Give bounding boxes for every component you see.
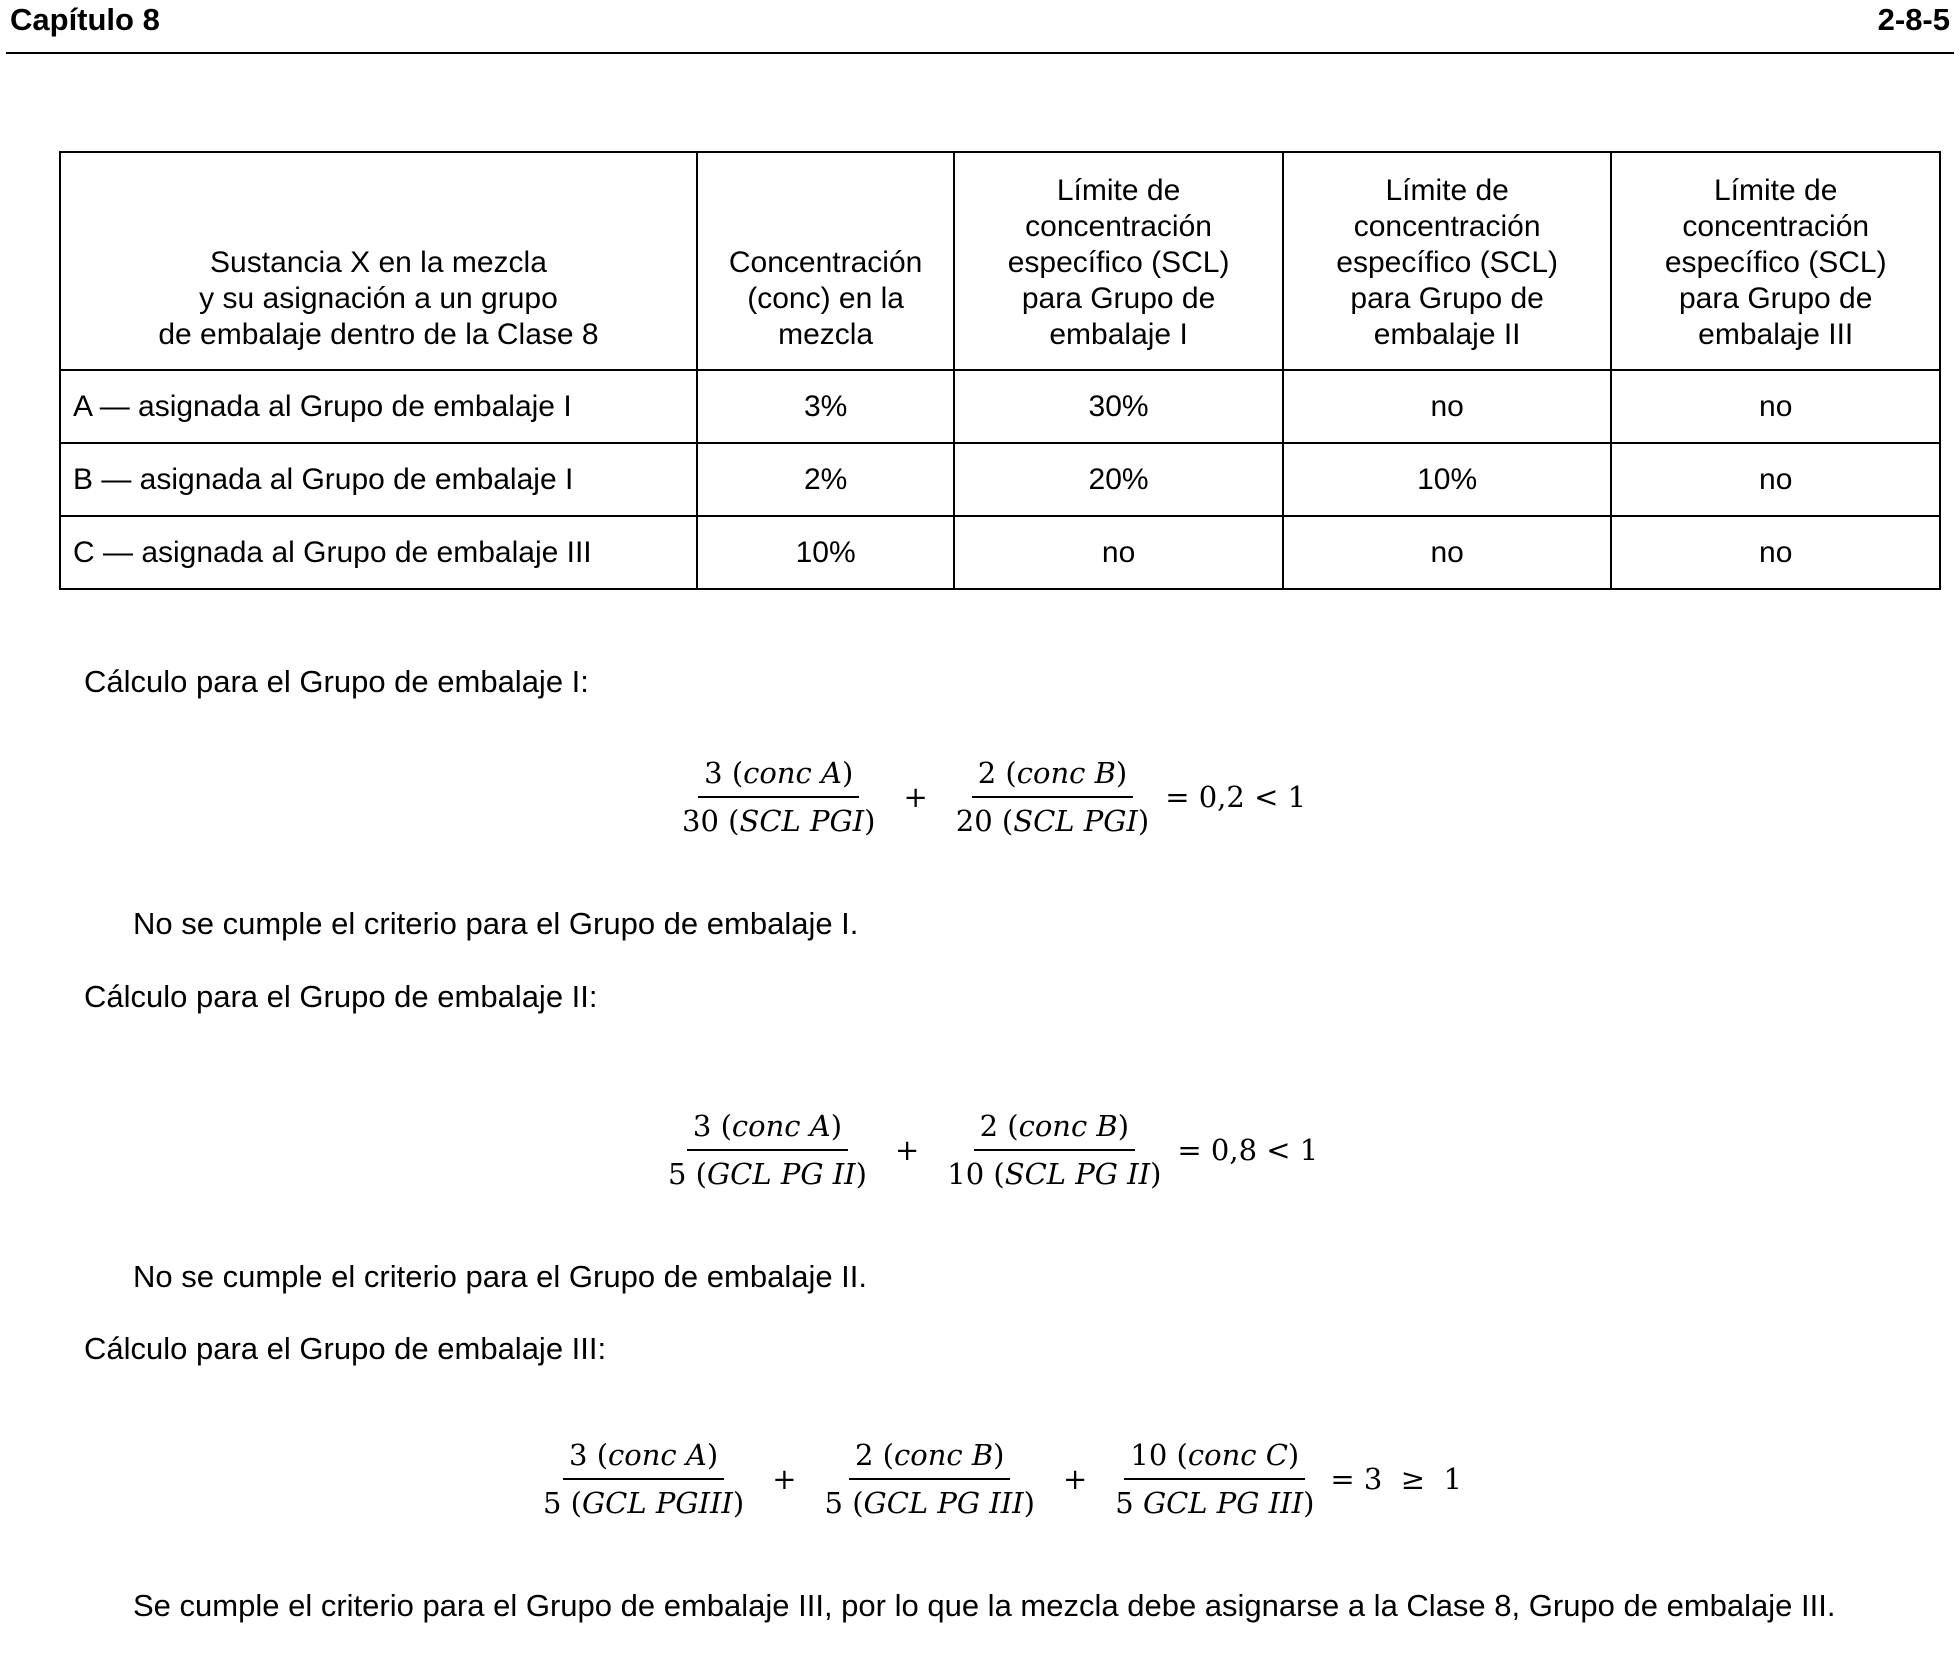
fraction: $\frac{\text{2 (conc B)}}{\text{5 (GCL PG III)}}$ — [824, 1438, 1035, 1520]
table-cell: A — asignada al Grupo de embalaje I — [60, 370, 697, 443]
heading-pg2: Cálculo para el Grupo de embalaje II: — [84, 979, 598, 1014]
table-row — [60, 370, 1940, 443]
equation-result: = 0,8 < 1 — [1177, 1133, 1319, 1167]
page-number: 2-8-5 — [1877, 2, 1950, 37]
conclusion-pg2: No se cumple el criterio para el Grupo de embalaje II. — [133, 1259, 868, 1294]
table-cell: no — [1611, 443, 1940, 516]
table-cell: B — asignada al Grupo de embalaje I — [60, 443, 697, 516]
equation-result: = 0,2 < 1 — [1165, 780, 1307, 814]
conclusion-pg1: No se cumple el criterio para el Grupo de embalaje I. — [133, 906, 859, 941]
equation-pg2: $\frac{\text{3 (conc A)}}{\text{5 (GCL PG II)}}$ + $\frac{\text{2 (conc B)}}{\text{10 (SCL PG II)}}$ = 0,8 < 1 — [652, 1109, 1318, 1191]
equation-pg3: $\frac{\text{3 (conc A)}}{\text{5 (GCL PGIII)}}$ + $\frac{\text{2 (conc B)}}{\text{5 (GCL PG III)}}$ + $\frac{\text{10 (conc C)}}{\text{5 GCL PG III)}}$ = 3 ≥ 1 — [527, 1438, 1462, 1520]
header-concentration: Concentración (conc) en la mezcla — [697, 152, 954, 370]
heading-pg1: Cálculo para el Grupo de embalaje I: — [84, 664, 589, 699]
concentration-table — [59, 151, 1941, 590]
table-cell: 30% — [954, 370, 1283, 443]
table-cell: 2% — [697, 443, 954, 516]
header-scl-pg3: Límite de concentración específico (SCL) para Grupo de embalaje III — [1611, 152, 1940, 370]
table-cell: no — [1283, 370, 1612, 443]
table-row — [60, 443, 1940, 516]
fraction: $\frac{\text{10 (conc C)}}{\text{5 GCL PG III)}}$ — [1115, 1438, 1315, 1520]
table-cell: no — [954, 516, 1283, 589]
header-scl-pg1: Límite de concentración específico (SCL) para Grupo de embalaje I — [954, 152, 1283, 370]
table-cell: 3% — [697, 370, 954, 443]
equation-pg1: $\frac{\text{3 (conc A)}}{\text{30 (SCL PGI)}}$ + $\frac{\text{2 (conc B)}}{\text{20 (SCL PGI)}}$ = 0,2 < 1 — [666, 756, 1306, 838]
conclusion-pg3: Se cumple el criterio para el Grupo de embalaje III, por lo que la mezcla debe asignarse a la Clase 8, Grupo de embalaje III. — [133, 1588, 1836, 1623]
table-header-row — [60, 152, 1940, 370]
header-scl-pg2: Límite de concentración específico (SCL) para Grupo de embalaje II — [1283, 152, 1612, 370]
table-cell: no — [1283, 516, 1612, 589]
fraction: $\frac{\text{3 (conc A)}}{\text{30 (SCL PGI)}}$ — [682, 756, 876, 838]
table-row — [60, 516, 1940, 589]
fraction: $\frac{\text{2 (conc B)}}{\text{10 (SCL PG II)}}$ — [947, 1109, 1162, 1191]
table-cell: C — asignada al Grupo de embalaje III — [60, 516, 697, 589]
table-cell: no — [1611, 516, 1940, 589]
heading-pg3: Cálculo para el Grupo de embalaje III: — [84, 1331, 607, 1366]
fraction: $\frac{\text{2 (conc B)}}{\text{20 (SCL PGI)}}$ — [955, 756, 1150, 838]
table-cell: 10% — [697, 516, 954, 589]
chapter-title: Capítulo 8 — [10, 2, 160, 37]
table-cell: no — [1611, 370, 1940, 443]
header-substance: Sustancia X en la mezcla y su asignación a un grupo de embalaje dentro de la Clase 8 — [60, 152, 697, 370]
table-cell: 20% — [954, 443, 1283, 516]
fraction: $\frac{\text{3 (conc A)}}{\text{5 (GCL PGIII)}}$ — [543, 1438, 745, 1520]
fraction: $\frac{\text{3 (conc A)}}{\text{5 (GCL PG II)}}$ — [668, 1109, 867, 1191]
page-header — [6, 0, 1954, 54]
equation-result: = 3 ≥ 1 — [1330, 1462, 1462, 1496]
table-cell: 10% — [1283, 443, 1612, 516]
